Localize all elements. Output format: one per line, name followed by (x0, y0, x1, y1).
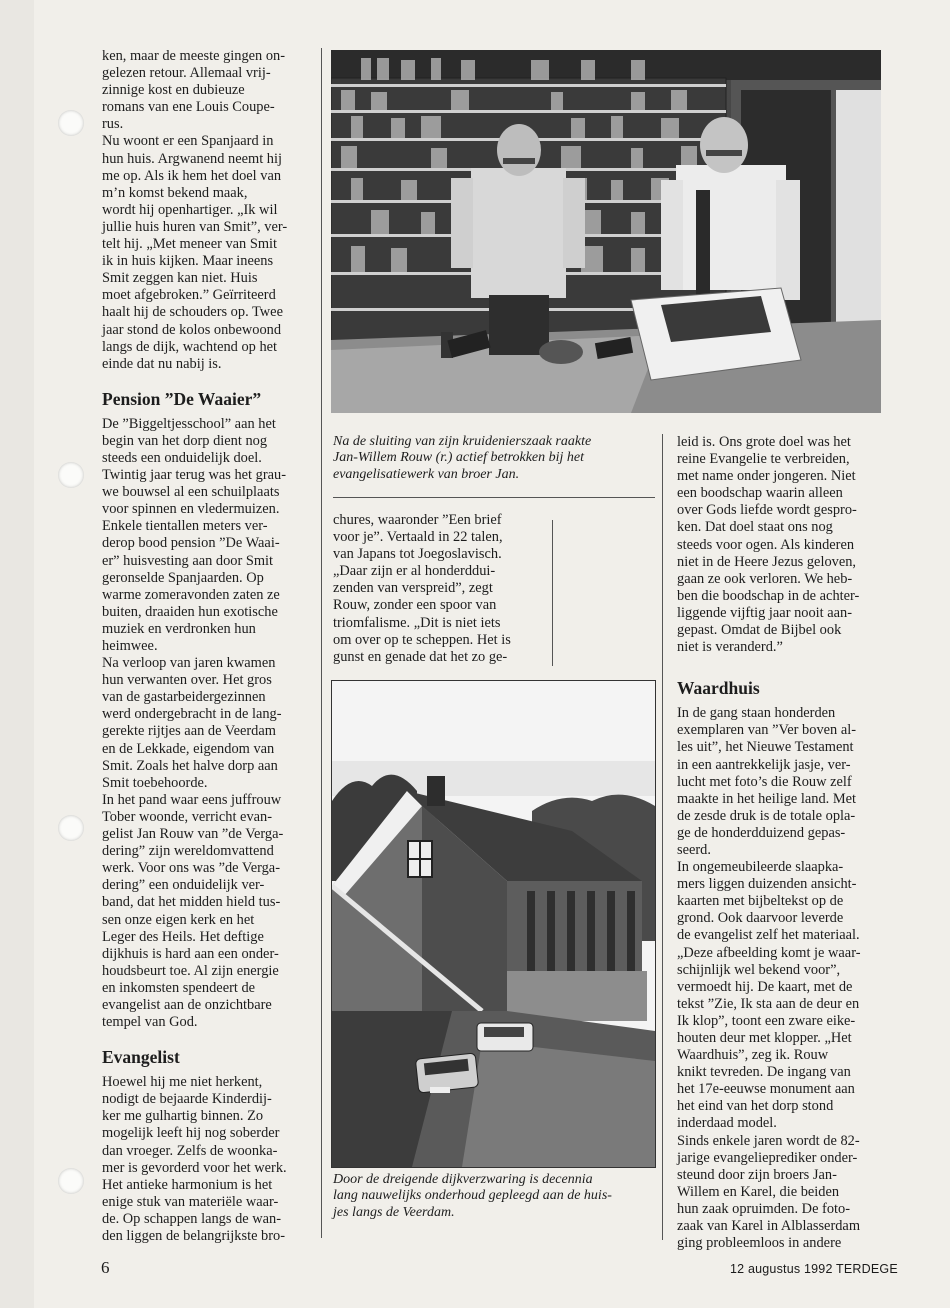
text-line: reine Evangelie te verbreiden, (677, 451, 850, 468)
text-line: maakte in het heilige land. Met (677, 790, 857, 807)
text-line: jes langs de Veerdam. (333, 1204, 455, 1220)
text-line: Jan-Willem Rouw (r.) actief betrokken bij het (333, 450, 585, 466)
text-line: Ik klop”, toont een zware eike- (677, 1012, 856, 1029)
text-line: voor spinnen en vledermuizen. (102, 501, 280, 518)
text-line: les uit”, het Nieuwe Testament (677, 739, 854, 756)
text-line: steeds voor ogen. Als kinderen (677, 536, 855, 553)
text-line: Smit zeggen kan niet. Huis (102, 270, 258, 287)
text-line: zenden van verspreid”, zegt (333, 580, 493, 597)
punch-hole (58, 110, 84, 136)
text-line: zaak van Karel in Alblasserdam (677, 1218, 861, 1235)
text-line: Enkele tientallen meters ver- (102, 518, 268, 535)
col1-block3 (102, 1074, 317, 1245)
text-line: Hoewel hij me niet herkent, (102, 1074, 263, 1091)
text-line: lang nauwelijks onderhoud gepleegd aan de huis- (333, 1188, 612, 1204)
text-line: „Deze afbeelding komt je waar- (677, 944, 861, 961)
text-line: evangelisatiewerk van broer Jan. (333, 466, 520, 482)
caption-houses-photo (333, 1172, 653, 1221)
text-line: van de gastarbeidergezinnen (102, 689, 266, 706)
caption-bookshop-photo (333, 434, 653, 483)
text-line: moet afgebroken.” Geïrriteerd (102, 287, 276, 304)
text-line: chures, waaronder ”Een brief (333, 512, 502, 528)
col3-block2 (677, 705, 892, 1252)
photo-bookshop (331, 50, 881, 413)
text-line: om over op te scheppen. Het is (333, 631, 511, 648)
text-line: wordt hij openhartiger. „Ik wil (102, 201, 278, 218)
text-line: haalt hij de schouders op. Twee (102, 304, 283, 321)
text-line: niet is veranderd.” (677, 639, 783, 656)
text-line: me op. Als ik hem het doel van (102, 167, 282, 184)
text-line: dijkhuis is hard aan een onder- (102, 945, 279, 962)
text-line: tempel van God. (102, 1014, 198, 1031)
caption-underline (333, 497, 655, 498)
text-line: einde dat nu nabij is. (102, 355, 222, 372)
text-line: gelist Jan Rouw van ”de Verga- (102, 826, 284, 843)
text-line: in een aantrekkelijk jasje, ver- (677, 756, 851, 773)
text-line: exemplaren van ”Ver boven al- (677, 722, 856, 739)
column-divider-right (662, 434, 663, 1240)
text-line: knikt tevreden. De ingang van (677, 1064, 851, 1081)
footer-date-publication: 12 augustus 1992 TERDEGE (730, 1262, 898, 1276)
text-line: band, dat het midden hield tus- (102, 894, 281, 911)
text-line: Smit toebehoorde. (102, 774, 208, 791)
text-line: In ongemeubileerde slaapka- (677, 859, 844, 876)
text-line: we bouwsel al een schuilplaats (102, 484, 280, 501)
heading-pension-de-waaier: Pension ”De Waaier” (102, 388, 262, 409)
text-line: dering” zijn wereldomvattend (102, 843, 274, 860)
text-line: hun huis. Argwanend neemt hij (102, 150, 282, 167)
text-line: ben die boodschap in de achter- (677, 587, 860, 604)
text-line: mer is gevorderd voor het werk. (102, 1159, 287, 1176)
text-line: den liggen de belangrijkste bro- (102, 1228, 286, 1244)
text-line: In de gang staan honderden (677, 705, 836, 722)
text-line: de. Op schappen langs de wan- (102, 1210, 282, 1227)
text-line: heimwee. (102, 638, 158, 654)
text-line: enige stuk van materiële waar- (102, 1193, 279, 1210)
text-line: Nu woont er een Spanjaard in (102, 133, 274, 150)
text-line: seerd. (677, 841, 711, 858)
text-line: Waardhuis”, zeg ik. Rouw (677, 1047, 829, 1064)
punch-hole (58, 815, 84, 841)
punch-hole (58, 1168, 84, 1194)
text-line: muziek en verdronken hun (102, 620, 256, 637)
text-line: derop bood pension ”De Waai- (102, 535, 280, 552)
text-line: nodigt de bejaarde Kinderdij- (102, 1091, 272, 1108)
text-line: evangelist aan de onzichtbare (102, 996, 272, 1013)
text-line: ge de honderdduizend gepas- (677, 824, 846, 841)
text-line: romans van ene Louis Coupe- (102, 99, 275, 116)
text-line: rus. (102, 116, 124, 133)
text-line: de zesde druk is de totale opla- (677, 807, 856, 824)
text-line: steund door zijn broers Jan- (677, 1166, 837, 1183)
short-divider (552, 520, 553, 666)
text-line: voor je”. Vertaald in 22 talen, (333, 529, 503, 546)
text-line: inderdaad model. (677, 1115, 777, 1132)
text-line: ging probleemloos in andere (677, 1235, 842, 1252)
text-line: Sinds enkele jaren wordt de 82- (677, 1132, 860, 1149)
text-line: sen onze eigen kerk en het (102, 911, 255, 928)
text-line: schijnlijk wel bekend voor”, (677, 961, 841, 978)
text-line: gaan ze ook verloren. We heb- (677, 570, 853, 587)
page-number: 6 (101, 1258, 110, 1277)
text-line: liggende vijftig jaar nooit aan- (677, 604, 853, 621)
text-line: Twintig jaar terug was het grau- (102, 467, 287, 484)
text-line: het 17e-eeuwse monument aan (677, 1081, 855, 1098)
punch-hole (58, 462, 84, 488)
text-line: Na de sluiting van zijn kruidenierszaak raakte (333, 434, 592, 449)
text-line: triomfalisme. „Dit is niet iets (333, 614, 501, 631)
text-line: kaarten met bijbeltekst op de (677, 893, 844, 910)
text-line: m’n komst bekend maak, (102, 184, 248, 201)
text-line: mogelijk leeft hij nog soberder (102, 1125, 280, 1142)
text-line: zinnige kost en dubieuze (102, 82, 245, 99)
text-line: buiten, draaiden hun exotische (102, 603, 278, 620)
text-line: ken, maar de meeste gingen on- (102, 48, 286, 64)
text-line: Door de dreigende dijkverzwaring is decennia (333, 1172, 593, 1187)
text-line: mers liggen duizenden ansicht- (677, 876, 857, 893)
text-line: het eind van het dorp stond (677, 1098, 834, 1115)
text-line: de evangelist zelf het materiaal. (677, 927, 860, 944)
text-line: ker me gulhartig binnen. Zo (102, 1108, 264, 1125)
text-line: „Daar zijn er al honderddui- (333, 563, 496, 580)
text-line: gelezen retour. Allemaal vrij- (102, 65, 271, 82)
col2-block (333, 512, 548, 666)
text-line: hun zaak opruimden. De foto- (677, 1200, 851, 1217)
text-line: gepast. Omdat de Bijbel ook (677, 622, 842, 639)
text-line: met name onder jongeren. Niet (677, 468, 856, 485)
text-line: Na verloop van jaren kwamen (102, 655, 276, 672)
text-line: leid is. Ons grote doel was het (677, 434, 851, 450)
text-line: werk. Voor ons was ”de Verga- (102, 860, 280, 877)
text-line: gerekte rijtjes aan de Veerdam (102, 723, 276, 740)
text-line: In het pand waar eens juffrouw (102, 791, 282, 808)
text-line: vermoedt hij. De kaart, met de (677, 978, 853, 995)
text-line: steeds een onduidelijk doel. (102, 449, 262, 466)
text-line: en de Lekkade, eigendom van (102, 740, 275, 757)
text-line: van Japans tot Joegoslavisch. (333, 546, 502, 563)
photo-veerdam-houses (331, 680, 656, 1168)
text-line: Het antieke harmonium is het (102, 1176, 273, 1193)
text-line: gunst en genade dat het zo ge- (333, 648, 508, 665)
text-line: De ”Biggeltjesschool” aan het (102, 415, 276, 432)
text-line: er” huisvesting aan door Smit (102, 552, 274, 569)
text-line: en inkomsten spendeert de (102, 979, 256, 996)
text-line: warme zomeravonden zaten ze (102, 586, 280, 603)
text-line: werd ondergebracht in de lang- (102, 706, 282, 723)
text-line: Rouw, zonder een spoor van (333, 597, 497, 614)
text-line: houten deur met klopper. „Het (677, 1030, 852, 1046)
text-line: jarige evangelieprediker onder- (677, 1149, 858, 1166)
text-line: Tober woonde, verricht evan- (102, 808, 273, 825)
text-line: tekst ”Zie, Ik sta aan de deur en (677, 995, 860, 1012)
text-line: langs de dijk, wachtend op het (102, 338, 278, 355)
text-line: Leger des Heils. Het deftige (102, 928, 264, 945)
column-right (677, 434, 892, 1252)
text-line: ken. Dat doel staat ons nog (677, 519, 833, 536)
heading-waardhuis: Waardhuis (677, 678, 760, 699)
text-line: dan vroeger. Zelfs de woonka- (102, 1142, 278, 1159)
text-line: niet in de Heere Jezus geloven, (677, 553, 857, 570)
text-line: houdsbeurt toe. Al zijn energie (102, 962, 279, 979)
text-line: over Gods liefde wordt gespro- (677, 502, 857, 519)
text-line: Willem en Karel, die beiden (677, 1183, 840, 1200)
column-left (102, 48, 317, 1245)
column-middle (333, 512, 548, 666)
text-line: hun verwanten over. Het gros (102, 672, 272, 689)
text-line: jullie huis huren van Smit”, ver- (102, 218, 288, 235)
text-line: grond. Ook daarvoor leverde (677, 910, 844, 927)
text-line: jaar stond de kolos onbewoond (102, 321, 282, 338)
column-divider (321, 48, 322, 1238)
text-line: dering” een onduidelijk ver- (102, 877, 265, 894)
col1-block2 (102, 416, 317, 1031)
text-line: Smit. Zoals het halve dorp aan (102, 757, 278, 774)
text-line: een boodschap waarin alleen (677, 485, 843, 502)
text-line: telt hij. „Met meneer van Smit (102, 236, 278, 253)
text-line: lucht met foto’s die Rouw zelf (677, 773, 852, 790)
col3-block1 (677, 434, 892, 656)
col1-block1 (102, 48, 317, 373)
text-line: begin van het dorp dient nog (102, 432, 268, 449)
heading-evangelist: Evangelist (102, 1047, 180, 1068)
text-line: ik in huis kijken. Maar ineens (102, 253, 274, 270)
text-line: geronselde Spanjaarden. Op (102, 569, 264, 586)
